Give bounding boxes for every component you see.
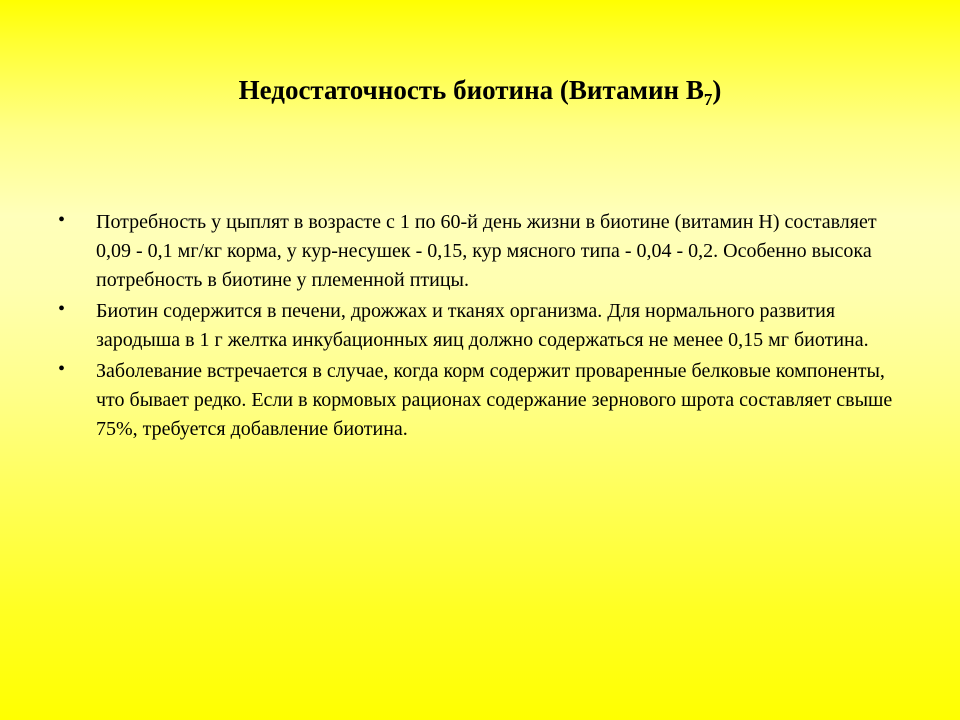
slide-title bbox=[0, 72, 960, 108]
bullet-text: Заболевание встречается в случае, когда корм содержит проваренные белковые компоненты, что бывает редко. Если в кормовых рационах содержание зернового шрота составляет свыше 75%, требуется добавление биотина. bbox=[96, 360, 893, 440]
bullet-list bbox=[56, 208, 896, 446]
bullet-item bbox=[56, 297, 896, 355]
bullet-item bbox=[56, 208, 896, 295]
bullet-icon: • bbox=[58, 298, 66, 320]
bullet-text: Биотин содержится в печени, дрожжах и тканях организма. Для нормального развития зародыша в 1 г желтка инкубационных яиц должно содержаться не менее 0,15 мг биотина. bbox=[96, 300, 869, 351]
bullet-text: Потребность у цыплят в возрасте с 1 по 60-й день жизни в биотине (витамин Н) составляет 0,09 - 0,1 мг/кг корма, у кур-несушек - 0,15, кур мясного типа - 0,04 - 0,2. Особенно высока потребность в биотине у племенной птицы. bbox=[96, 211, 877, 291]
bullet-icon: • bbox=[58, 358, 66, 380]
title-main-text: Недостаточность биотина (Витамин В bbox=[238, 75, 704, 105]
bullet-item bbox=[56, 357, 896, 444]
bullet-icon: • bbox=[58, 209, 66, 231]
title-subscript: 7 bbox=[703, 90, 713, 109]
title-closing: ) bbox=[712, 75, 722, 105]
